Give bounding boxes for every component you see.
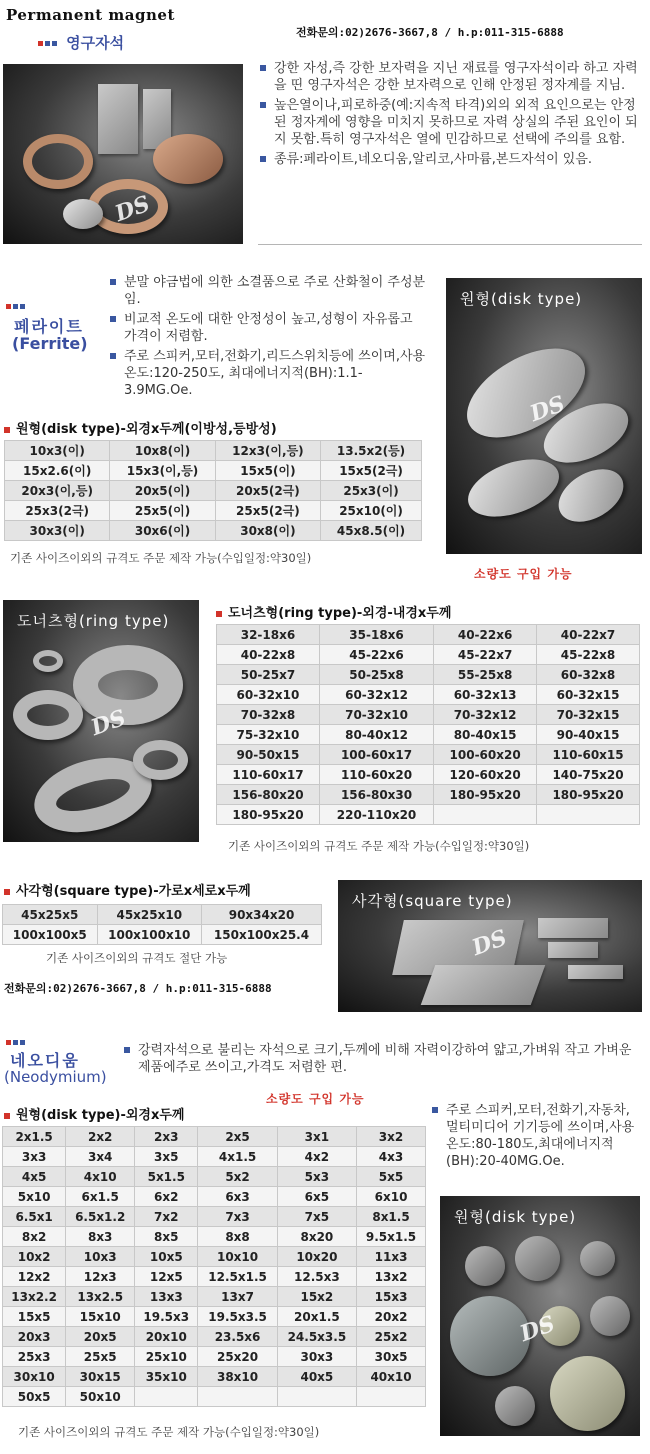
- neodymium-name-en: (Neodymium): [4, 1068, 107, 1086]
- table-cell: 25x3: [3, 1347, 66, 1367]
- table-cell: 70-32x15: [537, 705, 640, 725]
- table-cell: 25x3(이): [321, 481, 422, 501]
- table-cell: 25x10: [135, 1347, 198, 1367]
- table-row: [3, 1387, 426, 1407]
- table-cell: 3x5: [135, 1147, 198, 1167]
- ferrite-ring-photo: [3, 600, 199, 842]
- table-cell: 60-32x8: [537, 665, 640, 685]
- table-row: [217, 645, 640, 665]
- table-cell: 110-60x15: [537, 745, 640, 765]
- table-cell: 30x5: [357, 1347, 426, 1367]
- divider: [258, 244, 642, 245]
- table-cell: 35-18x6: [319, 625, 433, 645]
- table-cell: 12x2: [3, 1267, 66, 1287]
- table-cell: [135, 1387, 198, 1407]
- table-cell: 15x5: [3, 1307, 66, 1327]
- table-cell: 110-60x20: [319, 765, 433, 785]
- table-cell: 180-95x20: [537, 785, 640, 805]
- table-cell: 30x3(이): [5, 521, 110, 541]
- table-cell: 90-50x15: [217, 745, 320, 765]
- table-cell: 20x5: [66, 1327, 135, 1347]
- table-cell: 75-32x10: [217, 725, 320, 745]
- table-row: [3, 1307, 426, 1327]
- table-cell: 8x20: [277, 1227, 356, 1247]
- table-row: [217, 765, 640, 785]
- ferrite-ring-table-title: 도너츠형(ring type)-외경-내경x두께: [216, 602, 451, 621]
- ferrite-disk-photo: [446, 278, 642, 554]
- table-cell: 80-40x15: [434, 725, 537, 745]
- table-cell: 13x7: [198, 1287, 277, 1307]
- table-cell: 40x5: [277, 1367, 356, 1387]
- table-cell: 45-22x6: [319, 645, 433, 665]
- table-cell: 15x2.6(이): [5, 461, 110, 481]
- photo-label: 원형(disk type): [454, 1208, 577, 1226]
- table-row: [5, 501, 422, 521]
- table-cell: 6x2: [135, 1187, 198, 1207]
- table-cell: 13x3: [135, 1287, 198, 1307]
- table-row: [3, 1247, 426, 1267]
- table-cell: 40x10: [357, 1367, 426, 1387]
- table-cell: 19.5x3.5: [198, 1307, 277, 1327]
- table-cell: 110-60x17: [217, 765, 320, 785]
- table-row: [5, 461, 422, 481]
- table-row: [217, 725, 640, 745]
- table-cell: 11x3: [357, 1247, 426, 1267]
- table-cell: 5x3: [277, 1167, 356, 1187]
- table-cell: 180-95x20: [217, 805, 320, 825]
- table-cell: 45-22x7: [434, 645, 537, 665]
- ferrite-bullets: [108, 274, 428, 402]
- ferrite-name: 페라이트: [14, 317, 84, 336]
- table-cell: 100x100x5: [3, 925, 98, 945]
- table-cell: 25x5(2극): [215, 501, 320, 521]
- table-cell: 120-60x20: [434, 765, 537, 785]
- table-cell: 13.5x2(등): [321, 441, 422, 461]
- table-row: [3, 1347, 426, 1367]
- section-label: 영구자석: [66, 34, 125, 52]
- table-cell: 20x5(2극): [215, 481, 320, 501]
- intro-bullets: [258, 60, 642, 171]
- table-row: [3, 1367, 426, 1387]
- table-row: [3, 1147, 426, 1167]
- table-cell: 12x3(이,등): [215, 441, 320, 461]
- table-cell: 40-22x8: [217, 645, 320, 665]
- table-cell: 25x3(2극): [5, 501, 110, 521]
- table-cell: 4x1.5: [198, 1147, 277, 1167]
- intro-bullet: 강한 자성,즉 강한 보자력을 지닌 재료를 영구자석이라 하고 자력을 띤 영구자석은 강한 보자력으로 인해 안정된 정자계를 지님.: [258, 60, 642, 94]
- table-cell: 5x1.5: [135, 1167, 198, 1187]
- table-cell: 30x6(이): [110, 521, 215, 541]
- table-cell: 156-80x30: [319, 785, 433, 805]
- ds-watermark: DS: [468, 924, 511, 962]
- table-row: [3, 1207, 426, 1227]
- ferrite-bullet: 비교적 온도에 대한 안정성이 높고,성형이 자유롭고 가격이 저렴함.: [108, 311, 428, 345]
- table-row: [3, 1287, 426, 1307]
- ferrite-heading: [6, 296, 29, 315]
- table-cell: 20x3: [3, 1327, 66, 1347]
- table-row: [217, 685, 640, 705]
- table-cell: 140-75x20: [537, 765, 640, 785]
- table-cell: 2x2: [66, 1127, 135, 1147]
- neodymium-name: 네오디움: [10, 1051, 80, 1070]
- table-row: [3, 1167, 426, 1187]
- table-cell: 25x10(이): [321, 501, 422, 521]
- table-cell: 70-32x8: [217, 705, 320, 725]
- table-cell: 50x10: [66, 1387, 135, 1407]
- photo-label: 사각형(square type): [352, 892, 513, 910]
- table-cell: 50-25x7: [217, 665, 320, 685]
- table-cell: [434, 805, 537, 825]
- bullet-squares-icon: [6, 1040, 25, 1045]
- table-row: [5, 521, 422, 541]
- table-cell: 25x2: [357, 1327, 426, 1347]
- table-cell: 15x3: [357, 1287, 426, 1307]
- permanent-magnets-photo: [3, 64, 243, 244]
- table-cell: 6x1.5: [66, 1187, 135, 1207]
- small-quantity-label: 소량도 구입 가능: [474, 567, 573, 581]
- table-cell: 60-32x15: [537, 685, 640, 705]
- table-row: [217, 705, 640, 725]
- ferrite-square-table: [2, 904, 322, 945]
- table-row: [5, 441, 422, 461]
- table-cell: 60-32x12: [319, 685, 433, 705]
- table-cell: 25x5(이): [110, 501, 215, 521]
- table-row: [3, 1327, 426, 1347]
- table-cell: 25x20: [198, 1347, 277, 1367]
- table-cell: 3x2: [357, 1127, 426, 1147]
- table-cell: 40-22x6: [434, 625, 537, 645]
- table-cell: 90x34x20: [202, 905, 322, 925]
- ferrite-square-table-title: 사각형(square type)-가로x세로x두께: [4, 880, 251, 899]
- ferrite-square-photo: [338, 880, 642, 1012]
- intro-bullet: 종류:페라이트,네오디움,알리코,사마륨,본드자석이 있음.: [258, 151, 642, 168]
- table-cell: 20x2: [357, 1307, 426, 1327]
- table-cell: 2x5: [198, 1127, 277, 1147]
- table-cell: 5x2: [198, 1167, 277, 1187]
- table-cell: 10x3: [66, 1247, 135, 1267]
- table-cell: 12.5x3: [277, 1267, 356, 1287]
- table-row: [3, 1187, 426, 1207]
- table-cell: 12x3: [66, 1267, 135, 1287]
- table-row: [217, 745, 640, 765]
- table-cell: 55-25x8: [434, 665, 537, 685]
- ferrite-bullet: 주로 스피커,모터,전화기,리드스위치등에 쓰이며,사용온도:120-250도, 최대에너지적(BH):1.1-3.9MG.Oe.: [108, 348, 428, 399]
- table-row: [217, 625, 640, 645]
- table-row: [3, 925, 322, 945]
- table-row: [3, 1127, 426, 1147]
- table-cell: 13x2: [357, 1267, 426, 1287]
- ds-watermark: DS: [87, 704, 130, 742]
- table-row: [3, 1267, 426, 1287]
- ferrite-name-en: (Ferrite): [12, 334, 88, 353]
- table-cell: [357, 1387, 426, 1407]
- red-square-icon: [4, 889, 10, 895]
- red-square-icon: [216, 611, 222, 617]
- ferrite-disk-note: 기존 사이즈이외의 규격도 주문 제작 가능(수입일정:약30일): [10, 551, 312, 565]
- table-cell: 4x5: [3, 1167, 66, 1187]
- ds-watermark: DS: [111, 190, 154, 228]
- table-cell: 30x15: [66, 1367, 135, 1387]
- table-cell: 30x3: [277, 1347, 356, 1367]
- table-cell: 6.5x1.2: [66, 1207, 135, 1227]
- neodymium-bullet: 주로 스피커,모터,전화기,자동차,멀티미디어 기기등에 쓰이며,사용온도:80-180도,최대에너지적(BH):20-40MG.Oe.: [430, 1102, 642, 1170]
- ferrite-ring-note: 기존 사이즈이외의 규격도 주문 제작 가능(수입일정:약30일): [228, 839, 530, 853]
- table-cell: 4x2: [277, 1147, 356, 1167]
- table-cell: 3x1: [277, 1127, 356, 1147]
- table-row: [217, 665, 640, 685]
- table-cell: 15x10: [66, 1307, 135, 1327]
- table-cell: 60-32x13: [434, 685, 537, 705]
- neodymium-disk-table: [2, 1126, 426, 1407]
- table-cell: 50x5: [3, 1387, 66, 1407]
- table-cell: 6x5: [277, 1187, 356, 1207]
- table-cell: 13x2.5: [66, 1287, 135, 1307]
- neodymium-bullets: [122, 1042, 642, 1079]
- table-cell: 10x20: [277, 1247, 356, 1267]
- table-cell: [277, 1387, 356, 1407]
- table-cell: 4x10: [66, 1167, 135, 1187]
- table-cell: 7x5: [277, 1207, 356, 1227]
- table-cell: 220-110x20: [319, 805, 433, 825]
- table-cell: 24.5x3.5: [277, 1327, 356, 1347]
- table-cell: 150x100x25.4: [202, 925, 322, 945]
- table-cell: 8x8: [198, 1227, 277, 1247]
- ferrite-disk-table: [4, 440, 422, 541]
- table-cell: 100-60x20: [434, 745, 537, 765]
- table-cell: 12.5x1.5: [198, 1267, 277, 1287]
- table-cell: [537, 805, 640, 825]
- table-cell: 7x3: [198, 1207, 277, 1227]
- table-cell: 8x1.5: [357, 1207, 426, 1227]
- table-cell: 8x2: [3, 1227, 66, 1247]
- table-cell: 30x8(이): [215, 521, 320, 541]
- table-cell: 45x8.5(이): [321, 521, 422, 541]
- photo-label: 도너츠형(ring type): [17, 612, 170, 630]
- ferrite-ring-table: [216, 624, 640, 825]
- table-cell: 50-25x8: [319, 665, 433, 685]
- table-cell: 10x5: [135, 1247, 198, 1267]
- table-cell: 10x10: [198, 1247, 277, 1267]
- table-cell: 5x10: [3, 1187, 66, 1207]
- ferrite-square-note: 기존 사이즈이외의 규격도 절단 가능: [46, 951, 228, 965]
- table-cell: 19.5x3: [135, 1307, 198, 1327]
- table-cell: 10x3(이): [5, 441, 110, 461]
- table-cell: 32-18x6: [217, 625, 320, 645]
- neodymium-disk-note: 기존 사이즈이외의 규격도 주문 제작 가능(수입일정:약30일): [18, 1425, 320, 1439]
- red-square-icon: [4, 427, 10, 433]
- table-cell: 15x3(이,등): [110, 461, 215, 481]
- table-cell: 3x3: [3, 1147, 66, 1167]
- table-row: [5, 481, 422, 501]
- small-quantity-label: 소량도 구입 가능: [266, 1092, 365, 1106]
- table-cell: 35x10: [135, 1367, 198, 1387]
- table-cell: 6x10: [357, 1187, 426, 1207]
- contact-phone: 전화문의:02)2676-3667,8 / h.p:011-315-6888: [296, 26, 564, 39]
- table-cell: [198, 1387, 277, 1407]
- photo-label: 원형(disk type): [460, 290, 583, 308]
- intro-bullet: 높은열이나,피로하중(예:지속적 타격)외의 외적 요인으로는 안정된 정자계에 영향을 미치지 못하므로 자력 상실의 주된 요인이 되지 못함.특히 영구자석은 열에 민감하므로 선택에 주의를 요함.: [258, 97, 642, 148]
- neodymium-disk-table-title: 원형(disk type)-외경x두께: [4, 1104, 185, 1123]
- table-cell: 15x5(이): [215, 461, 320, 481]
- neodymium-bullet: 강력자석으로 불리는 자석으로 크기,두께에 비해 자력이강하여 얇고,가벼워 작고 가벼운 제품에주로 쓰이고,가격도 저렴한 편.: [122, 1042, 642, 1076]
- table-cell: 8x5: [135, 1227, 198, 1247]
- table-cell: 38x10: [198, 1367, 277, 1387]
- red-square-icon: [4, 1113, 10, 1119]
- table-cell: 15x2: [277, 1287, 356, 1307]
- section-heading-permanent: [38, 32, 124, 53]
- table-cell: 45x25x5: [3, 905, 98, 925]
- table-cell: 13x2.2: [3, 1287, 66, 1307]
- table-cell: 10x8(이): [110, 441, 215, 461]
- neodymium-disk-photo: [440, 1196, 640, 1436]
- table-cell: 45x25x10: [97, 905, 202, 925]
- ferrite-disk-table-title: 원형(disk type)-외경x두께(이방성,등방성): [4, 418, 277, 437]
- table-cell: 6.5x1: [3, 1207, 66, 1227]
- table-cell: 23.5x6: [198, 1327, 277, 1347]
- table-cell: 40-22x7: [537, 625, 640, 645]
- table-cell: 20x3(이,등): [5, 481, 110, 501]
- table-row: [3, 905, 322, 925]
- table-cell: 20x1.5: [277, 1307, 356, 1327]
- table-cell: 8x3: [66, 1227, 135, 1247]
- page-title: Permanent magnet: [6, 6, 175, 24]
- contact-phone: 전화문의:02)2676-3667,8 / h.p:011-315-6888: [4, 982, 272, 995]
- ds-watermark: DS: [516, 1310, 559, 1348]
- table-cell: 30x10: [3, 1367, 66, 1387]
- table-cell: 60-32x10: [217, 685, 320, 705]
- table-cell: 4x3: [357, 1147, 426, 1167]
- bullet-squares-icon: [38, 41, 57, 46]
- table-cell: 45-22x8: [537, 645, 640, 665]
- table-cell: 70-32x12: [434, 705, 537, 725]
- table-cell: 156-80x20: [217, 785, 320, 805]
- table-cell: 20x5(이): [110, 481, 215, 501]
- table-cell: 100x100x10: [97, 925, 202, 945]
- table-cell: 6x3: [198, 1187, 277, 1207]
- table-cell: 15x5(2극): [321, 461, 422, 481]
- ds-watermark: DS: [526, 390, 569, 428]
- table-cell: 10x2: [3, 1247, 66, 1267]
- table-row: [217, 785, 640, 805]
- neodymium-side-bullets: [430, 1102, 642, 1173]
- table-cell: 12x5: [135, 1267, 198, 1287]
- table-row: [217, 805, 640, 825]
- table-cell: 7x2: [135, 1207, 198, 1227]
- table-cell: 2x3: [135, 1127, 198, 1147]
- table-cell: 9.5x1.5: [357, 1227, 426, 1247]
- table-cell: 100-60x17: [319, 745, 433, 765]
- table-cell: 25x5: [66, 1347, 135, 1367]
- table-cell: 5x5: [357, 1167, 426, 1187]
- table-row: [3, 1227, 426, 1247]
- table-cell: 20x10: [135, 1327, 198, 1347]
- table-cell: 2x1.5: [3, 1127, 66, 1147]
- ferrite-bullet: 분말 야금법에 의한 소결품으로 주로 산화철이 주성분 임.: [108, 274, 428, 308]
- bullet-squares-icon: [6, 304, 25, 309]
- table-cell: 80-40x12: [319, 725, 433, 745]
- table-cell: 180-95x20: [434, 785, 537, 805]
- table-cell: 70-32x10: [319, 705, 433, 725]
- table-cell: 3x4: [66, 1147, 135, 1167]
- table-cell: 90-40x15: [537, 725, 640, 745]
